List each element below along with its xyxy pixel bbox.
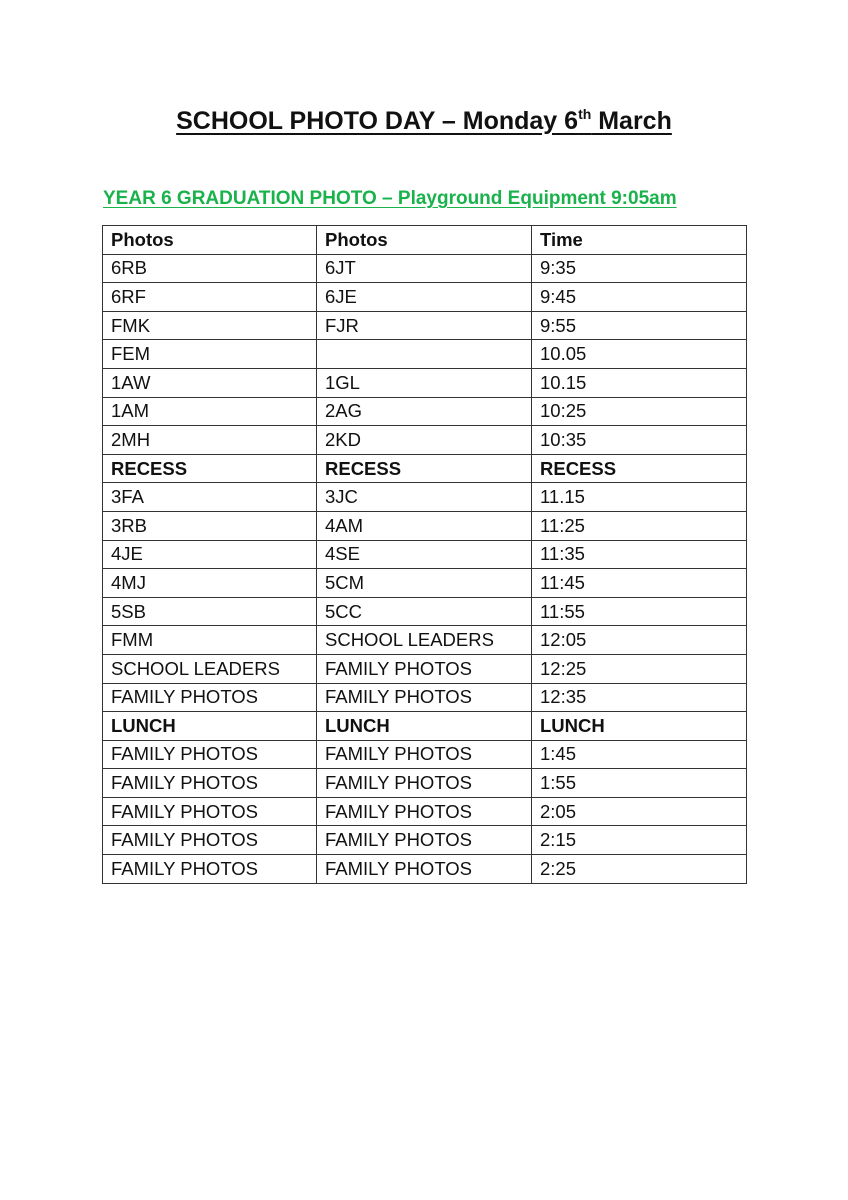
photos-cell-1: 4MJ (103, 569, 317, 598)
photos-cell-2: FJR (317, 311, 532, 340)
photos-cell-1: FAMILY PHOTOS (103, 826, 317, 855)
time-cell: 12:35 (532, 683, 747, 712)
photos-cell-2: FAMILY PHOTOS (317, 855, 532, 884)
table-body (103, 254, 747, 883)
time-cell: 2:15 (532, 826, 747, 855)
table-row (103, 855, 747, 884)
table-header-row (103, 226, 747, 255)
table-row (103, 254, 747, 283)
photos-cell-2 (317, 340, 532, 369)
title-superscript: th (578, 106, 592, 122)
time-cell: 9:45 (532, 283, 747, 312)
page-title (0, 104, 848, 138)
photos-cell-1: FAMILY PHOTOS (103, 740, 317, 769)
photos-cell-2: FAMILY PHOTOS (317, 654, 532, 683)
time-cell: 12:25 (532, 654, 747, 683)
time-cell: 11:45 (532, 569, 747, 598)
table-row (103, 540, 747, 569)
photos-cell-1: 1AM (103, 397, 317, 426)
table-row (103, 397, 747, 426)
table-row (103, 826, 747, 855)
photos-cell-2: SCHOOL LEADERS (317, 626, 532, 655)
time-cell: 10:25 (532, 397, 747, 426)
photos-cell-1: FMM (103, 626, 317, 655)
title-main: SCHOOL PHOTO DAY – Monday 6 (176, 107, 579, 135)
table-row (103, 454, 747, 483)
time-cell: 1:45 (532, 740, 747, 769)
table-row (103, 683, 747, 712)
photos-cell-2: 1GL (317, 368, 532, 397)
table-row (103, 569, 747, 598)
photos-cell-1: 4JE (103, 540, 317, 569)
time-cell: 10.15 (532, 368, 747, 397)
section-heading-year6-graduation: YEAR 6 GRADUATION PHOTO – Playground Equipment 9:05am (103, 188, 677, 209)
photos-cell-1: 5SB (103, 597, 317, 626)
time-cell: 11.15 (532, 483, 747, 512)
photos-cell-1: FAMILY PHOTOS (103, 797, 317, 826)
photos-cell-1: FAMILY PHOTOS (103, 769, 317, 798)
table-row (103, 626, 747, 655)
photos-cell-2: 4AM (317, 511, 532, 540)
photos-cell-1: FEM (103, 340, 317, 369)
photos-cell-1: 1AW (103, 368, 317, 397)
photos-cell-2: 2KD (317, 426, 532, 455)
table-row (103, 483, 747, 512)
photos-cell-1: 3RB (103, 511, 317, 540)
table-row (103, 654, 747, 683)
page-title-text (176, 107, 672, 135)
time-cell: 12:05 (532, 626, 747, 655)
photos-cell-2: FAMILY PHOTOS (317, 769, 532, 798)
photos-cell-2: RECESS (317, 454, 532, 483)
time-cell: 9:35 (532, 254, 747, 283)
photos-cell-1: 2MH (103, 426, 317, 455)
photos-cell-2: 2AG (317, 397, 532, 426)
table-row (103, 712, 747, 741)
time-cell: 10.05 (532, 340, 747, 369)
table-row (103, 311, 747, 340)
photos-cell-2: FAMILY PHOTOS (317, 740, 532, 769)
time-cell: 1:55 (532, 769, 747, 798)
photos-cell-2: 4SE (317, 540, 532, 569)
photos-cell-2: LUNCH (317, 712, 532, 741)
time-cell: 9:55 (532, 311, 747, 340)
photos-cell-1: 3FA (103, 483, 317, 512)
photos-cell-1: 6RB (103, 254, 317, 283)
time-cell: LUNCH (532, 712, 747, 741)
table-row (103, 283, 747, 312)
time-cell: 11:35 (532, 540, 747, 569)
table-row (103, 740, 747, 769)
photos-cell-2: 3JC (317, 483, 532, 512)
photo-schedule-table (102, 225, 747, 884)
time-cell: 11:55 (532, 597, 747, 626)
photos-cell-2: FAMILY PHOTOS (317, 826, 532, 855)
time-cell: 10:35 (532, 426, 747, 455)
column-header-time: Time (532, 226, 747, 255)
photos-cell-2: 5CM (317, 569, 532, 598)
time-cell: 11:25 (532, 511, 747, 540)
time-cell: RECESS (532, 454, 747, 483)
table-row (103, 797, 747, 826)
photos-cell-2: 6JE (317, 283, 532, 312)
column-header-photos-1: Photos (103, 226, 317, 255)
table-row (103, 511, 747, 540)
photos-cell-1: SCHOOL LEADERS (103, 654, 317, 683)
photos-cell-2: FAMILY PHOTOS (317, 797, 532, 826)
photos-cell-1: RECESS (103, 454, 317, 483)
time-cell: 2:05 (532, 797, 747, 826)
table-row (103, 340, 747, 369)
table-row (103, 769, 747, 798)
photos-cell-2: FAMILY PHOTOS (317, 683, 532, 712)
photos-cell-2: 5CC (317, 597, 532, 626)
photos-cell-1: FAMILY PHOTOS (103, 855, 317, 884)
photos-cell-1: 6RF (103, 283, 317, 312)
photos-cell-1: FAMILY PHOTOS (103, 683, 317, 712)
table-row (103, 368, 747, 397)
time-cell: 2:25 (532, 855, 747, 884)
photos-cell-2: 6JT (317, 254, 532, 283)
photos-cell-1: FMK (103, 311, 317, 340)
table-row (103, 426, 747, 455)
photos-cell-1: LUNCH (103, 712, 317, 741)
table-row (103, 597, 747, 626)
title-month: March (591, 107, 672, 135)
column-header-photos-2: Photos (317, 226, 532, 255)
